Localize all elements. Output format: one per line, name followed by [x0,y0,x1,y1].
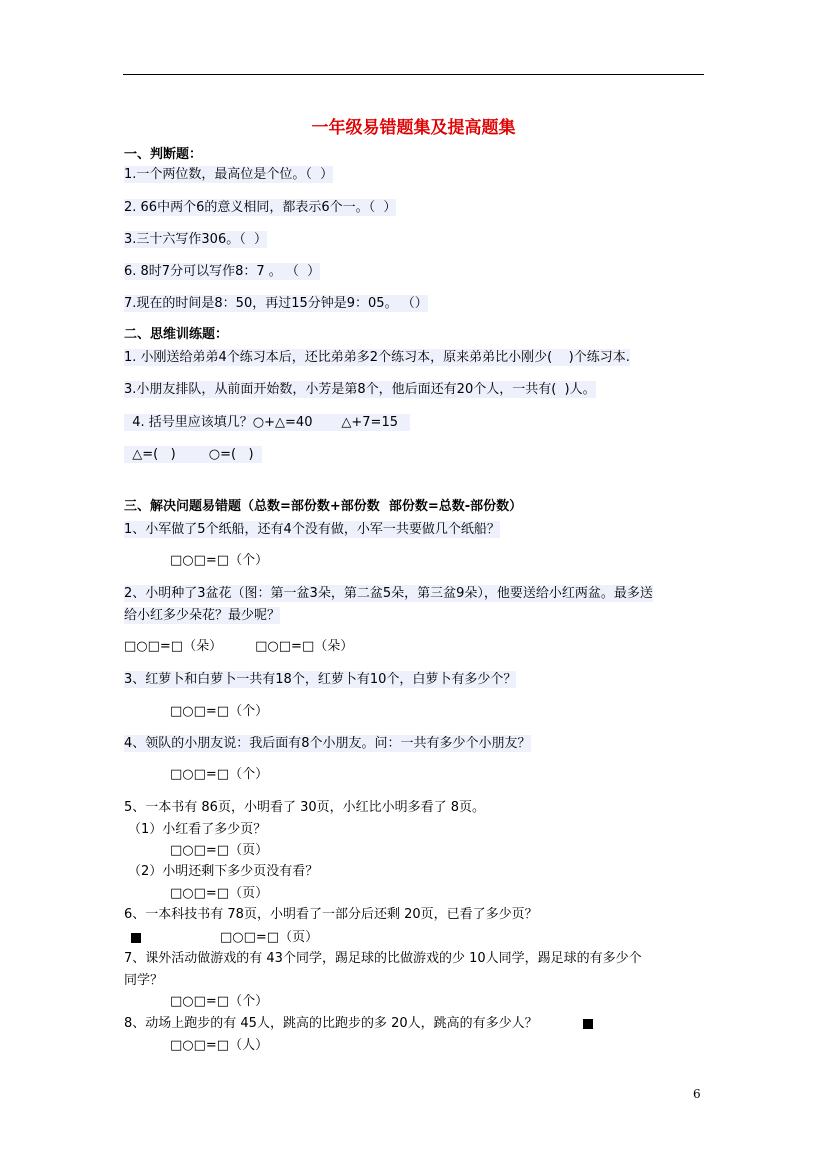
text-line: 8、动场上跑步的有 45人，跳高的比跑步的多 20人，跳高的有多少人？ [124,1016,538,1031]
text-line: 7.现在的时间是8：50，再过15分钟是9：05。 （） [124,296,428,311]
text-line: □○□=□（个） [170,704,269,719]
text-line: 1、小军做了5个纸船，还有4个没有做，小军一共要做几个纸船？ [124,522,500,537]
black-square-marker [583,1019,593,1029]
text-line: 5、一本书有 86页，小明看了 30页，小红比小明多看了 8页。 [124,800,486,815]
text-line: 1. 小刚送给弟弟4个练习本后，还比弟弟多2个练习本，原来弟弟比小刚少( )个练习本. [124,350,630,365]
text-line: 同学？ [124,973,164,988]
text-line: □○□=□（朵） □○□=□（朵） [124,639,354,654]
text-line: □○□=□（页） [220,930,319,945]
text-line: □○□=□（页） [170,843,269,858]
text-line: 2. 66中两个6的意义相同，都表示6个一。（ ） [124,200,397,215]
text-line: 7、课外活动做游戏的有 43个同学，踢足球的比做游戏的少 10人同学，踢足球的有多少个 [124,951,642,966]
text-line: 3、红萝卜和白萝卜一共有18个，红萝卜有10个，白萝卜有多少个？ [124,672,517,687]
text-line: □○□=□（人） [170,1038,269,1053]
text-line: 3.小朋友排队，从前面开始数，小芳是第8个，他后面还有20个人，一共有( )人。 [124,382,596,397]
header-rule [123,74,704,75]
text-line: □○□=□（个） [170,994,269,1009]
text-line: （1）小红看了多少页？ [128,822,267,837]
black-square-marker [131,933,141,943]
text-line: 4、领队的小朋友说：我后面有8个小朋友。问：一共有多少个小朋友？ [124,736,531,751]
text-line: （2）小明还剩下多少页没有看？ [128,864,319,879]
page-title: 一年级易错题集及提高题集 [311,118,516,138]
section-heading: 二、思维训练题： [124,327,229,342]
text-line: 3.三十六写作306。（ ） [124,232,267,247]
page-number: 6 [693,1087,701,1101]
text-line: 6、一本科技书有 78页，小明看了一部分后还剩 20页，已看了多少页？ [124,907,538,922]
text-line: 2、小明种了3盆花（图：第一盆3朵，第二盆5朵，第三盆9朵），他要送给小红两盆。最多送 [124,586,653,601]
text-line: △=( ) ○=( ) [124,447,262,462]
section-heading: 三、解决问题易错题（总数=部份数+部份数 部份数=总数-部份数） [124,499,523,514]
text-line: □○□=□（个） [170,767,269,782]
text-line: □○□=□（个） [170,553,269,568]
text-line: 给小红多少朵花？最少呢？ [124,608,281,623]
text-line: 4. 括号里应该填几？○+△=40 △+7=15 [124,415,411,430]
text-line: 1.一个两位数，最高位是个位。（ ） [124,167,334,182]
text-line: □○□=□（页） [170,886,269,901]
text-line: 6. 8时7分可以写作8：7 。 （ ） [124,264,321,279]
section-heading: 一、判断题： [124,147,203,162]
